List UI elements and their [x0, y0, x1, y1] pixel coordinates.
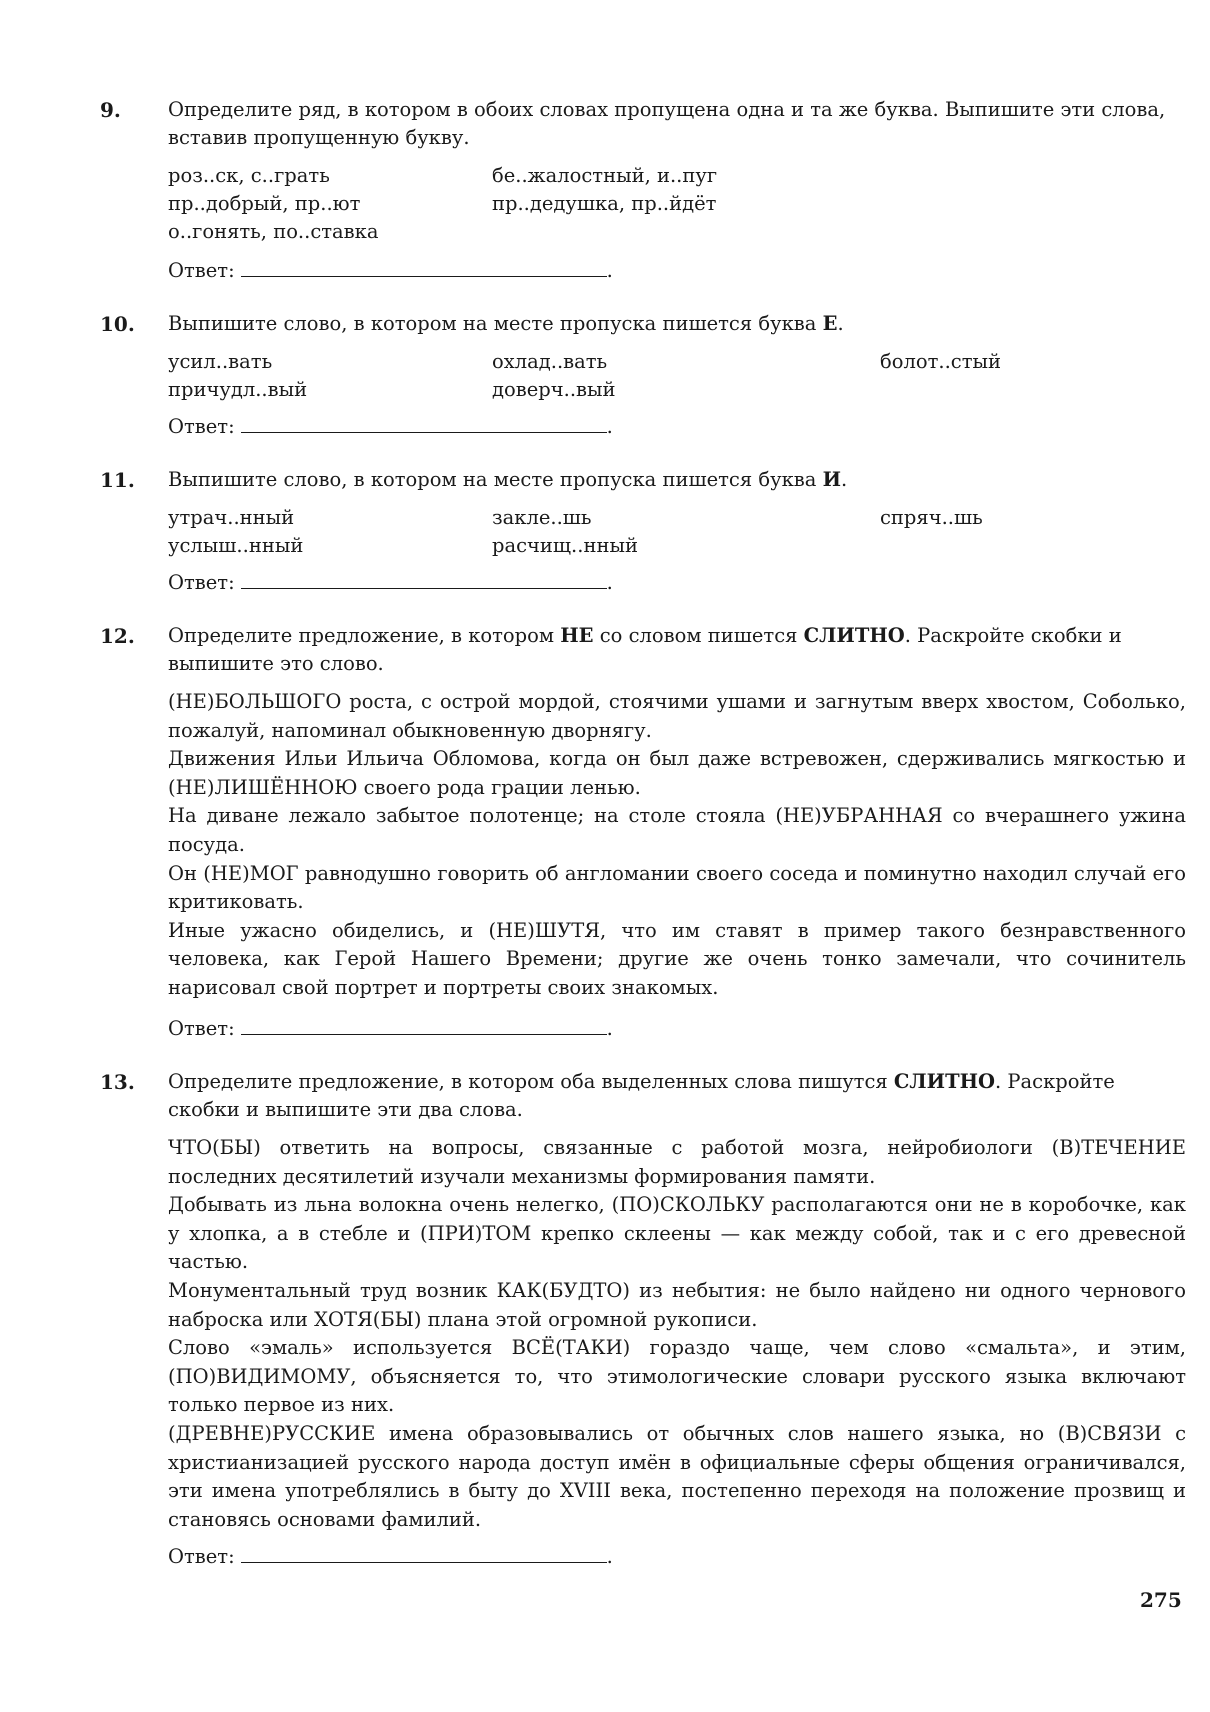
option: усил..вать — [168, 350, 273, 373]
sentence-list — [168, 1134, 1186, 1534]
sentence: Он (НЕ)МОГ равнодушно говорить об англомании своего соседа и поминутно находил случай его критиковать. — [168, 861, 1186, 914]
answer-label: Ответ: — [168, 571, 235, 594]
option: причудл..вый — [168, 378, 308, 401]
answer-field[interactable] — [168, 254, 613, 285]
sentence: Движения Ильи Ильича Обломова, когда он был даже встревожен, сдерживались мягкостью и (НЕ)ЛИШЁННОЮ своего рода грации ленью. — [168, 747, 1186, 799]
answer-end: . — [606, 1017, 613, 1040]
answer-line[interactable] — [241, 254, 607, 277]
answer-label: Ответ: — [168, 1017, 235, 1040]
sentence: ЧТО(БЫ) ответить на вопросы, связанные с работой мозга, нейробиологи (В)ТЕЧЕНИЕ последних десятилетий изучали механизмы формирования памяти. — [168, 1136, 1186, 1188]
option: болот..стый — [880, 350, 1002, 373]
option: о..гонять, по..ставка — [168, 220, 379, 243]
option: пр..добрый, пр..ют — [168, 192, 361, 215]
option: доверч..вый — [492, 378, 616, 401]
answer-line[interactable] — [241, 566, 607, 589]
option: бе..жалостный, и..пуг — [492, 164, 718, 187]
answer-end: . — [606, 571, 613, 594]
task-number: 13. — [100, 1070, 135, 1094]
task-question: Определите предложение, в котором оба выделенных слова пишутся СЛИТНО. Раскройте скобки и выпишите эти два слова. — [168, 1070, 1115, 1121]
sentence: (ДРЕВНЕ)РУССКИЕ имена образовывались от обычных слов нашего языка, но (В)СВЯЗИ с христианизацией русского народа доступ имён в официальные сферы общения ограничивался, эти имена употреблялись в быту до XVIII века, постепенно переходя на положение прозвищ и становясь основами фамилий. — [168, 1421, 1186, 1531]
task-question: Выпишите слово, в котором на месте пропуска пишется буква И. — [168, 468, 848, 491]
task-number: 9. — [100, 98, 121, 122]
answer-line[interactable] — [241, 1540, 607, 1563]
task-number: 11. — [100, 468, 135, 492]
option: роз..ск, с..грать — [168, 164, 330, 187]
answer-field[interactable] — [168, 1540, 613, 1571]
option: расчищ..нный — [492, 534, 638, 557]
sentence: На диване лежало забытое полотенце; на столе стояла (НЕ)УБРАННАЯ со вчерашнего ужина посуда. — [168, 804, 1186, 856]
sentence: Монументальный труд возник КАК(БУДТО) из небытия: не было найдено ни одного чернового наброска или ХОТЯ(БЫ) плана этой огромной рукописи. — [168, 1278, 1186, 1331]
answer-end: . — [606, 415, 613, 438]
option: утрач..нный — [168, 506, 295, 529]
option: пр..дедушка, пр..йдёт — [492, 192, 717, 215]
sentence-list — [168, 688, 1186, 1003]
task-number: 12. — [100, 624, 135, 648]
option: услыш..нный — [168, 534, 304, 557]
sentence: Добывать из льна волокна очень нелегко, (ПО)СКОЛЬКУ располагаются они не в коробочке, как у хлопка, а в стебле и (ПРИ)ТОМ крепко склеены — как между собой, так и с его древесной частью. — [168, 1193, 1186, 1274]
task-number: 10. — [100, 312, 135, 336]
task-question: Определите предложение, в котором НЕ со словом пишется СЛИТНО. Раскройте скобки и выпишите это слово. — [168, 624, 1122, 675]
answer-field[interactable] — [168, 566, 613, 597]
sentence: (НЕ)БОЛЬШОГО роста, с острой мордой, стоячими ушами и загнутым вверх хвостом, Соболько, пожалуй, напоминал обыкновенную дворнягу. — [168, 690, 1186, 742]
answer-label: Ответ: — [168, 415, 235, 438]
task-question: Определите ряд, в котором в обоих словах пропущена одна и та же буква. Выпишите эти слова, вставив пропущенную букву. — [168, 98, 1166, 149]
answer-line[interactable] — [241, 1012, 607, 1035]
answer-line[interactable] — [241, 410, 607, 433]
option: спряч..шь — [880, 506, 983, 529]
answer-end: . — [606, 1545, 613, 1568]
sentence: Иные ужасно обиделись, и (НЕ)ШУТЯ, что им ставят в пример такого безнравственного человека, как Герой Нашего Времени; другие же очень тонко замечали, что сочинитель нарисовал свой портрет и портреты своих знакомых. — [168, 918, 1186, 999]
page-number: 275 — [1140, 1588, 1182, 1612]
task-question: Выпишите слово, в котором на месте пропуска пишется буква Е. — [168, 312, 844, 335]
answer-field[interactable] — [168, 410, 613, 441]
answer-label: Ответ: — [168, 259, 235, 282]
answer-field[interactable] — [168, 1012, 613, 1043]
option: закле..шь — [492, 506, 592, 529]
answer-label: Ответ: — [168, 1545, 235, 1568]
sentence: Слово «эмаль» используется ВСЁ(ТАКИ) гораздо чаще, чем слово «смальта», и этим, (ПО)ВИДИМОМУ, объясняется то, что этимологические словари русского языка включают только первое из них. — [168, 1336, 1186, 1417]
option: охлад..вать — [492, 350, 608, 373]
answer-end: . — [606, 259, 613, 282]
